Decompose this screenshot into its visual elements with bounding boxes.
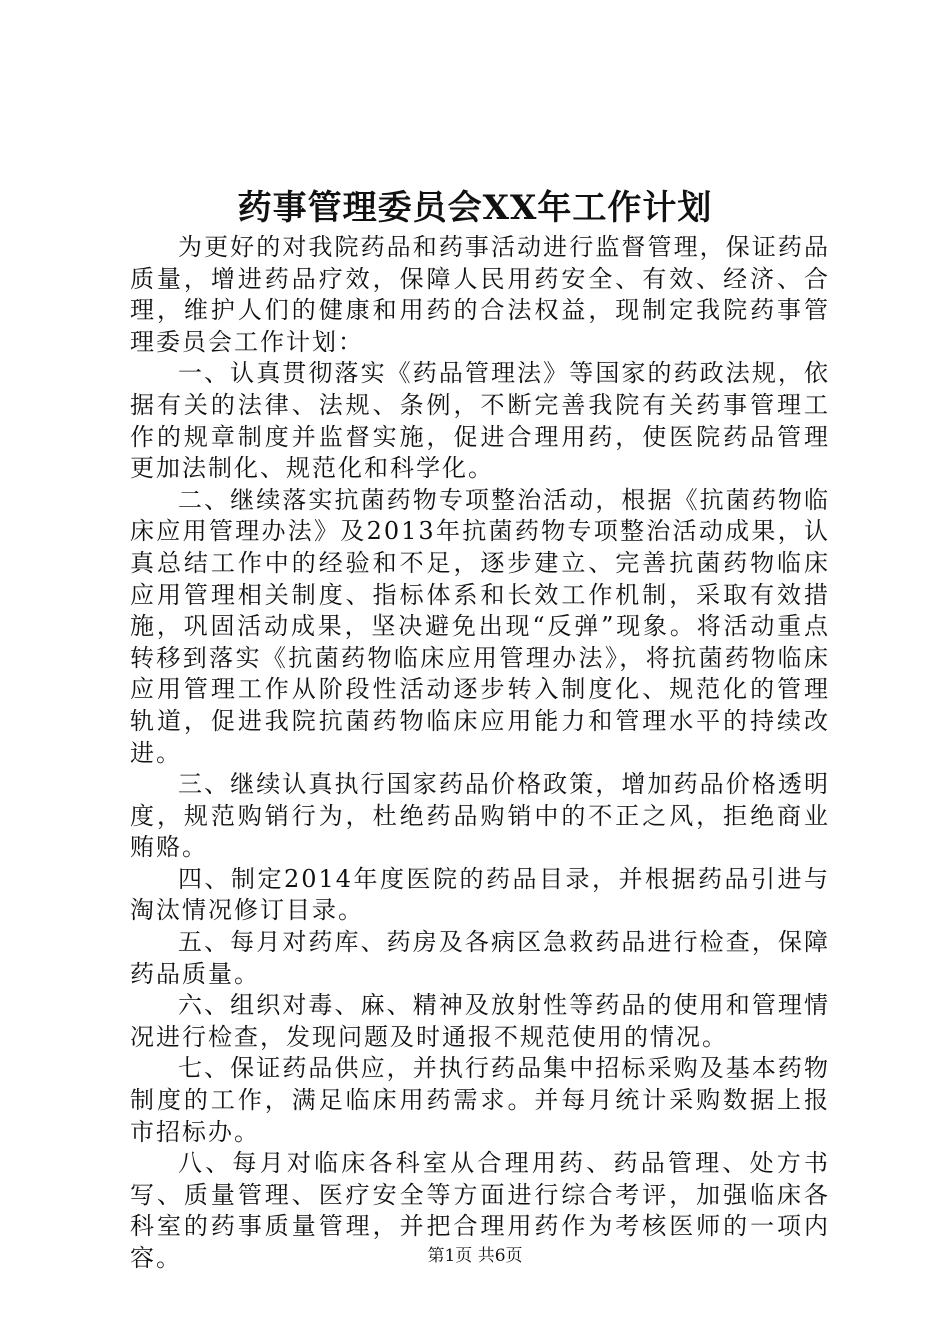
paragraph-item-7: 七、保证药品供应，并执行药品集中招标采购及基本药物制度的工作，满足临床用药需求。并每月统计采购数据上报市招标办。 [130,1054,830,1146]
paragraph-item-8: 八、每月对临床各科室从合理用药、药品管理、处方书写、质量管理、医疗安全等方面进行综合考评，加强临床各科室的药事质量管理，并把合理用药作为考核医师的一项内容。 [130,1149,830,1272]
document-body [130,232,830,1275]
paragraph-item-2: 二、继续落实抗菌药物专项整治活动，根据《抗菌药物临床应用管理办法》及2013年抗菌药物专项整治活动成果，认真总结工作中的经验和不足，逐步建立、完善抗菌药物临床应用管理相关制度、指标体系和长效工作机制，采取有效措施，巩固活动成果，坚决避免出现“反弹”现象。将活动重点转移到落实《抗菌药物临床应用管理办法》，将抗菌药物临床应用管理工作从阶段性活动逐步转入制度化、规范化的管理轨道，促进我院抗菌药物临床应用能力和管理水平的持续改进。 [130,485,830,767]
paragraph-item-6: 六、组织对毒、麻、精神及放射性等药品的使用和管理情况进行检查，发现问题及时通报不规范使用的情况。 [130,991,830,1051]
paragraph-item-1: 一、认真贯彻落实《药品管理法》等国家的药政法规，依据有关的法律、法规、条例，不断完善我院有关药事管理工作的规章制度并监督实施，促进合理用药，使医院药品管理更加法制化、规范化和科学化。 [130,359,830,483]
document-title: 药事管理委员会XX年工作计划 [237,188,713,228]
paragraph-intro: 为更好的对我院药品和药事活动进行监督管理，保证药品质量，增进药品疗效，保障人民用药安全、有效、经济、合理，维护人们的健康和用药的合法权益，现制定我院药事管理委员会工作计划： [130,233,830,356]
paragraph-item-4: 四、制定2014年度医院的药品目录，并根据药品引进与淘汰情况修订目录。 [130,864,830,925]
paragraph-item-5: 五、每月对药库、药房及各病区急救药品进行检查，保障药品质量。 [130,928,830,988]
paragraph-item-3: 三、继续认真执行国家药品价格政策，增加药品价格透明度，规范购销行为，杜绝药品购销中的不正之风，拒绝商业贿赂。 [130,770,830,862]
page-number-footer: 第1页 共6页 [427,1246,523,1266]
